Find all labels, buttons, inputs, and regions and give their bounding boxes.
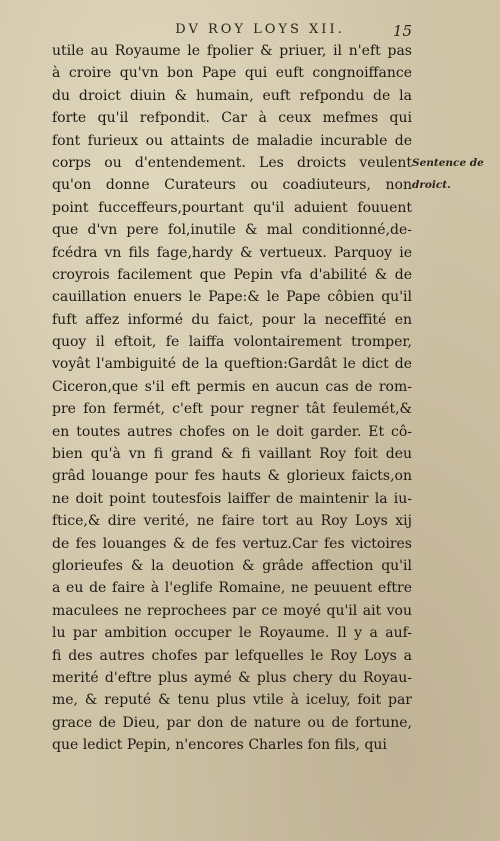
text-line: lu par ambition occuper le Royaume. Il y a auf- [52, 625, 412, 642]
body-text [52, 40, 412, 757]
text-line: me, & reputé & tenu plus vtile à iceluy, foit par [52, 692, 412, 709]
page-number: 15 [392, 22, 412, 40]
text-line: bien qu'à vn fi grand & fi vaillant Roy foit deu [52, 446, 412, 463]
text-line: quoy il eftoit, fe laiffa volontairement tromper, [52, 334, 412, 351]
text-line: du droict diuin & humain, euft refpondu de la [52, 87, 412, 104]
text-line: fcédra vn fils fage,hardy & vertueux. Parquoy ie [52, 244, 412, 261]
text-line: fi des autres chofes par lefquelles le Roy Loys a [52, 647, 412, 664]
text-line: maculees ne reprochees par ce moyé qu'il ait vou [52, 602, 412, 619]
text-line: qu'on donne Curateurs ou coadiuteurs, non [52, 177, 412, 194]
text-line: corps ou d'entendement. Les droicts veulent [52, 154, 412, 171]
text-line: cauillation enuers le Pape:& le Pape côbien qu'il [52, 289, 412, 306]
text-line: ftice,& dire verité, ne faire tort au Roy Loys xij [52, 513, 412, 530]
text-line: font furieux ou attaints de maladie incurable de [52, 132, 412, 149]
margin-note-line: Sentence de [412, 157, 484, 169]
text-line: grâd louange pour fes hauts & glorieux faicts,on [52, 468, 412, 485]
text-line: que ledict Pepin, n'encores Charles fon fils, qui [52, 737, 387, 754]
text-line: point fucceffeurs,pourtant qu'il aduient fouuent [52, 199, 412, 216]
margin-note [412, 152, 496, 196]
text-line: Ciceron,que s'il eft permis en aucun cas de rom- [52, 378, 412, 395]
text-line: utile au Royaume le fpolier & priuer, il n'eft pas [52, 43, 412, 59]
text-line: a eu de faire à l'eglife Romaine, ne peuuent eftre [52, 580, 412, 597]
text-line: glorieufes & la deuotion & grâde affection qu'il [52, 557, 412, 574]
text-line: fuft affez informé du faict, pour la neceffité en [52, 311, 412, 328]
text-line: que d'vn pere fol,inutile & mal conditionné,de- [52, 222, 412, 239]
text-line: croyrois facilement que Pepin vfa d'abilité & de [52, 266, 412, 283]
text-line: grace de Dieu, par don de nature ou de fortune, [52, 714, 412, 731]
text-line: en toutes autres chofes on le doit garder. Et cô- [52, 423, 412, 440]
text-line: forte qu'il refpondit. Car à ceux mefmes qui [52, 110, 412, 127]
text-line: merité d'eftre plus aymé & plus chery du Royau- [52, 669, 412, 686]
running-title: DV ROY LOYS XII. [175, 22, 345, 37]
margin-note-line: droict. [412, 179, 451, 191]
text-line: ne doit point toutesfois laiffer de maintenir la iu- [52, 490, 412, 507]
text-line: voyât l'ambiguité de la queftion:Gardât le dict de [52, 356, 412, 373]
text-line: de fes louanges & de fes vertuz.Car fes victoires [52, 535, 412, 552]
text-line: pre fon fermét, c'eft pour regner tât feulemét,& [52, 401, 412, 418]
text-line: à croire qu'vn bon Pape qui euft congnoiffance [52, 65, 412, 82]
